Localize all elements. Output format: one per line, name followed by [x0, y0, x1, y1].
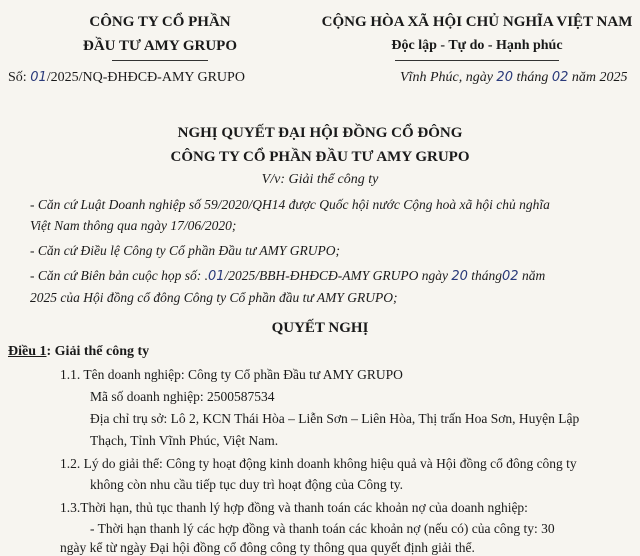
basis-charter: - Căn cứ Điều lệ Công ty Cổ phần Đầu tư AMY GRUPO; [30, 243, 340, 258]
basis-law-line1: - Căn cứ Luật Doanh nghiệp số 59/2020/QH14 được Quốc hội nước Cộng hoà xã hội chủ nghĩa [30, 197, 550, 212]
item-1-2-line2: không còn nhu cầu tiếp tục duy trì hoạt động của Công ty. [90, 477, 403, 492]
handwritten-day: 20 [496, 70, 513, 85]
place-date: Vĩnh Phúc, ngày 20 tháng 02 năm 2025 [400, 70, 628, 85]
company-underline [112, 60, 208, 61]
item-1-3-a-line1: - Thời hạn thanh lý các hợp đồng và thanh toán các khoản nợ (nếu có) của công ty: 30 [90, 521, 555, 536]
resolution-title: NGHỊ QUYẾT ĐẠI HỘI ĐỒNG CỔ ĐÔNG [177, 125, 463, 141]
item-1-1-name: 1.1. Tên doanh nghiệp: Công ty Cổ phần Đầu tư AMY GRUPO [60, 367, 403, 382]
company-name-line2: ĐẦU TƯ AMY GRUPO [82, 38, 238, 54]
item-1-1-tax-code: Mã số doanh nghiệp: 2500587534 [90, 389, 275, 404]
motto-underline [395, 60, 559, 61]
handwritten-minutes-day: 20 [451, 269, 468, 284]
nation-title: CỘNG HÒA XÃ HỘI CHỦ NGHĨA VIỆT NAM [321, 14, 633, 30]
resolution-subject: V/v: Giải thể công ty [261, 172, 379, 187]
nation-motto: Độc lập - Tự do - Hạnh phúc [391, 38, 563, 53]
reference-number: Số: 01/2025/NQ-ĐHĐCĐ-AMY GRUPO [8, 70, 245, 85]
basis-minutes-line1: - Căn cứ Biên bản cuộc họp số: .01/2025/BBH-ĐHĐCĐ-AMY GRUPO ngày 20 tháng02 năm [30, 268, 546, 284]
article-1-heading: Điều 1: Giải thể công ty [8, 344, 150, 359]
basis-law-line2: Việt Nam thông qua ngày 17/06/2020; [30, 218, 237, 233]
resolution-company: CÔNG TY CỔ PHẦN ĐẦU TƯ AMY GRUPO [170, 149, 470, 165]
item-1-1-address-line1: Địa chỉ trụ sở: Lô 2, KCN Thái Hòa – Liễn Sơn – Liên Hòa, Thị trấn Hoa Sơn, Huyện Lập [90, 411, 580, 426]
handwritten-ref-number: 01 [30, 70, 47, 85]
handwritten-minutes-number: 01 [207, 269, 225, 284]
item-1-3-heading: 1.3.Thời hạn, thủ tục thanh lý hợp đồng và thanh toán các khoản nợ của doanh nghiệp: [60, 500, 528, 515]
decision-heading: QUYẾT NGHỊ [271, 320, 369, 336]
item-1-1-address-line2: Thạch, Tỉnh Vĩnh Phúc, Việt Nam. [90, 433, 279, 448]
handwritten-minutes-month: 02 [502, 269, 519, 284]
company-name-line1: CÔNG TY CỔ PHẦN [89, 14, 231, 30]
item-1-3-a-line2: ngày kể từ ngày Đại hội đồng cổ đông công ty thông qua quyết định giải thể. [60, 540, 475, 555]
basis-minutes-line2: 2025 của Hội đồng cổ đông Công ty Cổ phần đầu tư AMY GRUPO; [30, 290, 398, 305]
item-1-2-line1: 1.2. Lý do giải thể: Công ty hoạt động kinh doanh không hiệu quả và Hội đồng cổ đông công ty [60, 456, 577, 471]
handwritten-month: 02 [551, 70, 569, 85]
